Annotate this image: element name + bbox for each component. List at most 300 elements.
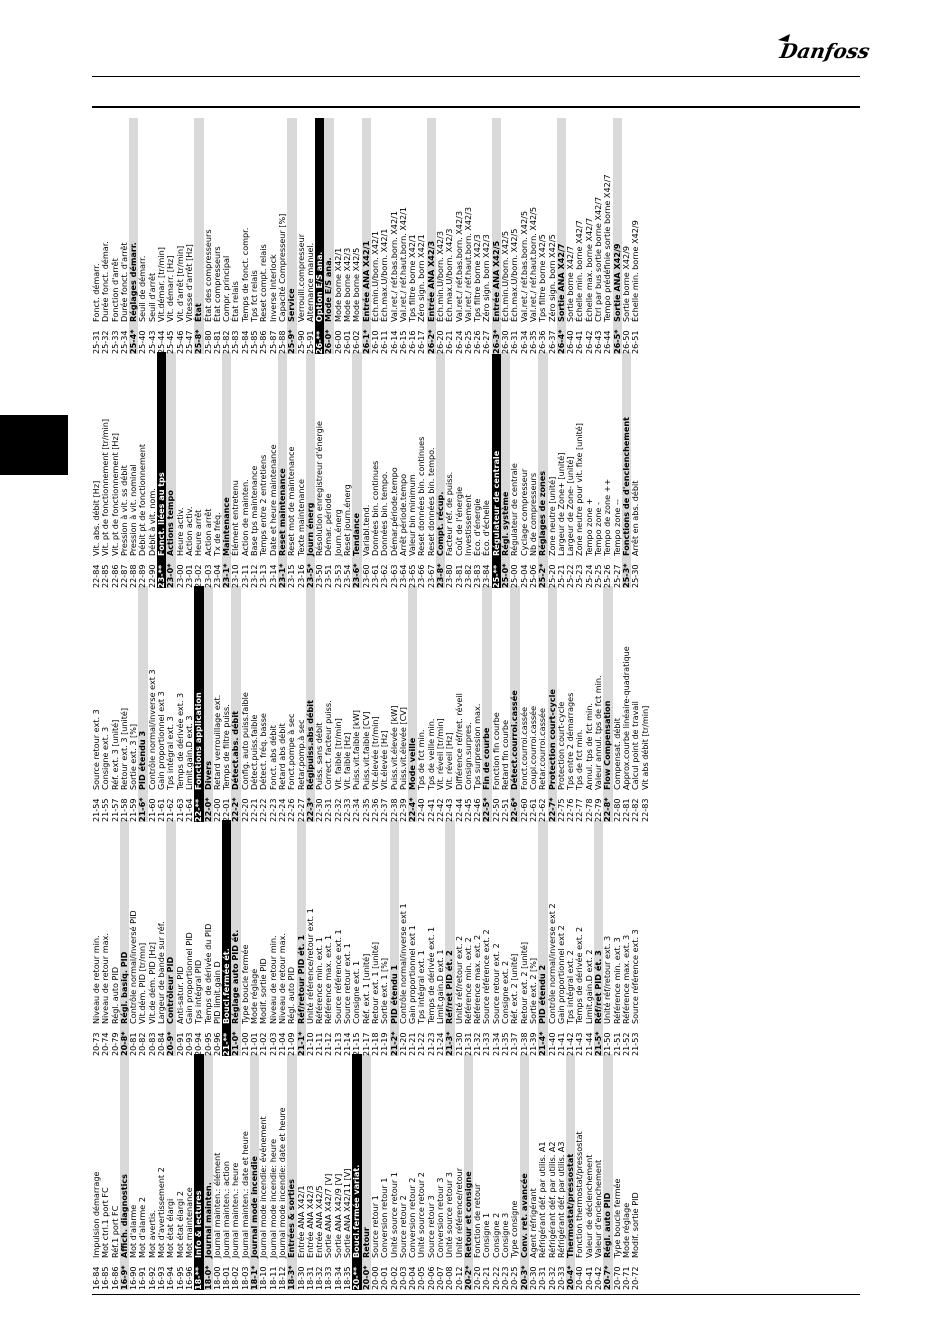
parameter-number: 26-1* xyxy=(360,329,371,354)
parameter-number: 23-10 xyxy=(230,564,241,588)
parameter-number: 23-13 xyxy=(258,564,269,588)
parameter-label: Date et heure maintenance xyxy=(267,444,278,556)
parameter-number: 21-6* xyxy=(137,797,148,822)
parameter-number: 21-39 xyxy=(527,1032,538,1056)
parameter-label: Service xyxy=(286,288,297,322)
parameter-number: 21-23 xyxy=(425,1032,436,1056)
parameter-column-5 xyxy=(92,118,860,354)
parameter-number: 20-4* xyxy=(565,1265,576,1290)
parameter-label: Retour ext. 3 [unité] xyxy=(118,707,129,790)
parameter-number: 23-03 xyxy=(202,564,213,588)
parameter-number: 26-35 xyxy=(527,330,538,354)
parameter-number: 22-43 xyxy=(444,798,455,822)
parameter-label: Sortie ANA X42/7 [V] xyxy=(323,1173,334,1258)
parameter-label: Zéro sign. born X42/1 xyxy=(416,234,427,322)
chapter-tab xyxy=(0,415,68,475)
parameter-label: Val.ret./ réf.bas.born. X42/5 xyxy=(518,211,529,322)
parameter-label: Config. auto puiss.faible xyxy=(239,692,250,790)
parameter-label: Vit.élevée [Hz] xyxy=(379,730,390,790)
parameter-number: 21-30 xyxy=(453,1032,464,1056)
parameter-label: Référence max. ext. 1 xyxy=(323,934,334,1024)
parameter-label: Vit.élevée [tr/min] xyxy=(369,716,380,790)
parameter-number: 25-47 xyxy=(183,330,194,354)
parameter-number: 21-01 xyxy=(249,1032,260,1056)
parameter-label: Vit. pt de fonctionnement [tr/min] xyxy=(100,418,111,556)
parameter-number: 21-50 xyxy=(602,1032,613,1056)
parameter-number: 23-8* xyxy=(434,563,445,588)
parameter-number: 23-1* xyxy=(276,563,287,588)
parameter-label: Unité source retour 3 xyxy=(444,1172,455,1258)
parameter-number: 22-8* xyxy=(602,797,613,822)
parameter-number: 18-33 xyxy=(323,1266,334,1290)
parameter-number: 22-76 xyxy=(565,798,576,822)
parameter-number: 21-22 xyxy=(416,1032,427,1056)
parameter-label: Valeur d'enclenchement xyxy=(593,1159,604,1258)
parameter-label: Type consigne xyxy=(509,1200,520,1258)
parameter-label: Affich. diagnostics xyxy=(118,1174,129,1258)
parameter-number: 22-01 xyxy=(221,798,232,822)
parameter-number: 26-51 xyxy=(630,330,641,354)
parameter-number: 23-0* xyxy=(165,563,176,588)
parameter-label: Journal mode incendie: événement xyxy=(258,1116,269,1258)
parameter-label: Largeur de Zone+ [unité] xyxy=(555,452,566,556)
parameter-number: 22-51 xyxy=(500,798,511,822)
parameter-label: Conversion retour 2 xyxy=(407,1177,418,1258)
parameter-number: 20-30 xyxy=(527,1266,538,1290)
parameter-number: 21-52 xyxy=(620,1032,631,1056)
parameter-label: Vit.de dém. PID [Hz] xyxy=(146,942,157,1024)
parameter-number: 23-01 xyxy=(183,564,194,588)
parameter-label: Source retour 3 xyxy=(425,1195,436,1258)
parameter-number: 25-84 xyxy=(239,330,250,354)
parameter-number: 26-00 xyxy=(332,330,343,354)
parameter-number: 23-65 xyxy=(407,564,418,588)
parameter-label: Compt. récup. xyxy=(434,491,445,556)
parameter-number: 22-30 xyxy=(314,798,325,822)
parameter-label: Tps intégral ext. 1 xyxy=(416,950,427,1024)
parameter-label: Mot maintenance xyxy=(183,1187,194,1258)
parameter-number: 26-25 xyxy=(462,330,473,354)
parameter-number: 22-36 xyxy=(369,798,380,822)
parameter-number: 21-09 xyxy=(286,1032,297,1056)
parameter-label: Mode veille xyxy=(407,737,418,790)
parameter-label: Facteur réf. de puiss. xyxy=(444,471,455,556)
parameter-label: Mot état élargi 2 xyxy=(174,1190,185,1258)
parameter-number: 23-16 xyxy=(295,564,306,588)
parameter-number: 16-91 xyxy=(137,1266,148,1290)
parameter-label: Capacité Compresseur [%] xyxy=(276,213,287,322)
parameter-column-1 xyxy=(92,1054,860,1290)
parameter-label: Retour et consigne xyxy=(462,1171,473,1258)
parameter-number: 26-31 xyxy=(509,330,520,354)
parameter-label: Actions tempo xyxy=(165,490,176,556)
parameter-label: Zéro sign. born X42/5 xyxy=(546,234,557,322)
parameter-label: Gain proportionnel ext 3 xyxy=(156,691,167,790)
parameter-label: Contrôle normal/inverse ext 2 xyxy=(546,903,557,1024)
parameter-number: 23-83 xyxy=(472,564,483,588)
parameter-number: 21-18 xyxy=(369,1032,380,1056)
parameter-label: Nb de compresseurs xyxy=(527,472,538,556)
parameter-label: Puiss.vit.élevée [kW] xyxy=(388,705,399,790)
parameter-label: Source retour ext. 1 xyxy=(342,943,353,1024)
parameter-number: 21-0* xyxy=(230,1031,241,1056)
parameter-label: Réf/ret PID ét. 3 xyxy=(593,950,604,1024)
parameter-label: Approx.courbe linéaire-quadratique xyxy=(620,646,631,790)
parameter-number: 20-04 xyxy=(407,1266,418,1290)
parameter-label: Réfrigérant déf. par utilis. A3 xyxy=(555,1141,566,1258)
parameter-number: 22-6* xyxy=(509,797,520,822)
parameter-number: 21-51 xyxy=(611,1032,622,1056)
parameter-number: 25-** xyxy=(490,564,501,588)
parameter-label: Tps intégral ext. 3 xyxy=(165,716,176,790)
parameter-label: Val.ret./ réf.bas.born. X42/3 xyxy=(453,211,464,322)
parameter-label: Échelle min. borne X42/9 xyxy=(630,220,641,322)
parameter-number: 23-1* xyxy=(221,563,232,588)
parameter-label: Journal mode incendie: date et heure xyxy=(276,1107,287,1258)
parameter-number: 25-91 xyxy=(304,330,315,354)
parameter-label: Réfrigérant déf. par utilis. A1 xyxy=(537,1141,548,1258)
parameter-number: 20-7* xyxy=(602,1265,613,1290)
parameter-label: Journ énerg xyxy=(304,502,315,556)
parameter-label: Réglage auto PID ét. xyxy=(230,929,241,1024)
parameter-label: Démar.période.tempo xyxy=(388,467,399,556)
parameter-label: Puiss. sans débit xyxy=(314,722,325,790)
parameter-number: 20-00 xyxy=(369,1266,380,1290)
parameter-label: Reset données bin. tempo. xyxy=(425,447,436,556)
parameter-label: Fonct.pompe à sec xyxy=(286,713,297,790)
parameter-number: 21-20 xyxy=(397,1032,408,1056)
parameter-number: 22-61 xyxy=(527,798,538,822)
parameter-number: 21-59 xyxy=(128,798,139,822)
parameter-label: Unité référence/retour xyxy=(453,1167,464,1258)
parameter-label: Réglages de zones xyxy=(537,470,548,556)
parameter-label: Temps de dérivée ext. 3 xyxy=(174,692,185,790)
parameter-number: 22-39 xyxy=(397,798,408,822)
parameter-number: 22-75 xyxy=(555,798,566,822)
parameter-label: Tendance xyxy=(351,512,362,556)
parameter-label: Coût de l'énergie xyxy=(453,486,464,556)
parameter-number: 26-15 xyxy=(397,330,408,354)
parameter-number: 20-3* xyxy=(518,1265,529,1290)
parameter-number: 22-45 xyxy=(462,798,473,822)
parameter-number: 25-2* xyxy=(537,563,548,588)
parameter-number: 20-21 xyxy=(481,1266,492,1290)
parameter-label: Contrôle normal/inverse ext 3 xyxy=(146,669,157,790)
parameter-label: Consign.surpres. xyxy=(462,722,473,790)
parameter-label: Impulsion démarrage xyxy=(91,1171,101,1258)
parameter-label: Consigne ext. 2 xyxy=(500,960,511,1024)
parameter-number: 22-44 xyxy=(453,798,464,822)
parameter-label: Zone neutre [unité] xyxy=(546,476,557,556)
parameter-label: Élément entretenu xyxy=(230,480,241,556)
parameter-number: 18-11 xyxy=(267,1266,278,1290)
parameter-number: 20-95 xyxy=(202,1032,213,1056)
parameter-number: 22-22 xyxy=(258,798,269,822)
parameter-label: Pression à vit. nominal xyxy=(128,464,139,556)
parameter-number: 25-34 xyxy=(118,330,129,354)
parameter-number: 26-42 xyxy=(583,330,594,354)
parameter-label: Mode borne X42/1 xyxy=(332,247,343,322)
parameter-label: PID étendu 2 xyxy=(537,964,548,1024)
parameter-label: Val.ret./ réf.haut.born. X42/1 xyxy=(397,206,408,322)
parameter-label: Consigne ext. 3 xyxy=(100,726,111,790)
parameter-label: Réf/retour PID ét. 1 xyxy=(295,934,306,1024)
parameter-number: 23-80 xyxy=(444,564,455,588)
parameter-label: Fonctions application xyxy=(193,692,204,790)
parameter-number: 23-61 xyxy=(369,564,380,588)
parameter-label: État xyxy=(193,303,204,322)
parameter-label: Niveau de retour min. xyxy=(267,935,278,1024)
parameter-label: Sortie borne X42/7 xyxy=(565,245,576,322)
parameter-label: Durée fonct. d'arrêt xyxy=(118,242,129,322)
parameter-number: 25-4* xyxy=(128,329,139,354)
parameter-label: Journ.énerg xyxy=(332,509,343,556)
parameter-label: Flow Compensation xyxy=(602,700,613,790)
parameter-label: Éch.max.U/born. X42/5 xyxy=(509,228,520,322)
parameter-number: 20-** xyxy=(351,1266,362,1290)
parameter-label: Largeur de Zone- [unité] xyxy=(565,456,576,556)
parameter-number: 26-20 xyxy=(434,330,445,354)
parameter-label: Sortie ANA X42/11 [V] xyxy=(342,1168,353,1258)
parameter-label: Verrouill.compresseur xyxy=(295,233,306,322)
parameter-label: Référence max. ext. 2 xyxy=(472,934,483,1024)
parameter-number: 22-89 xyxy=(137,564,148,588)
parameter-label: Option E/S ana. xyxy=(314,251,325,322)
parameter-number: 22-38 xyxy=(388,798,399,822)
parameter-label: Source référence ext. 2 xyxy=(481,929,492,1024)
parameter-number: 20-2* xyxy=(462,1265,473,1290)
parameter-label: Journal mainten.: action xyxy=(221,1161,232,1258)
parameter-number: 21-37 xyxy=(509,1032,520,1056)
parameter-label: PID étendu 3 xyxy=(137,730,148,790)
parameter-label: Action activ. xyxy=(183,506,194,556)
parameter-label: État des compresseurs xyxy=(202,229,213,322)
parameter-number: 21-5* xyxy=(593,1031,604,1056)
parameter-label: Mode réglage xyxy=(620,1202,631,1258)
parameter-label: Vit. faible [tr/min] xyxy=(332,718,343,790)
parameter-label: Fonct. liées au tps xyxy=(156,472,167,556)
parameter-label: Valeur bin minimum xyxy=(407,474,418,556)
parameter-number: 20-79 xyxy=(109,1032,120,1056)
parameter-label: Fonction de retour xyxy=(472,1183,483,1258)
parameter-number: 20-25 xyxy=(509,1266,520,1290)
parameter-number: 23-63 xyxy=(388,564,399,588)
parameter-label: Ctrl par bus sortie borne X42/7 xyxy=(593,196,604,322)
parameter-number: 23-15 xyxy=(286,564,297,588)
parameter-number: 20-81 xyxy=(128,1032,139,1056)
parameter-label: Entrée ANA X42/3 xyxy=(425,240,436,322)
parameter-label: Contrôle normal/inverse ext 1 xyxy=(397,903,408,1024)
parameter-label: Consigne 2 xyxy=(490,1212,501,1258)
parameter-label: Val.ret./ réf.bas.born. X42/1 xyxy=(388,211,399,322)
parameter-label: Calcul point de travail xyxy=(630,701,641,790)
parameter-number: 25-80 xyxy=(202,330,213,354)
parameter-number: 26-11 xyxy=(379,330,390,354)
parameter-number: 23-62 xyxy=(379,564,390,588)
parameter-number: 21-40 xyxy=(546,1032,557,1056)
parameter-label: Seuil d'arrêt xyxy=(146,272,157,322)
parameter-number: 22-81 xyxy=(620,798,631,822)
parameter-label: Compensat. débit xyxy=(611,718,622,790)
parameter-number: 21-44 xyxy=(583,1032,594,1056)
parameter-number: 23-5* xyxy=(304,563,315,588)
parameter-number: 20-33 xyxy=(555,1266,566,1290)
parameter-number: 22-7* xyxy=(546,797,557,822)
parameter-number: 20-23 xyxy=(500,1266,511,1290)
parameter-label: Mode E/S ana. xyxy=(323,257,334,322)
parameter-number: 25-86 xyxy=(258,330,269,354)
parameter-number: 21-38 xyxy=(518,1032,529,1056)
parameter-number: 20-91 xyxy=(174,1032,185,1056)
parameter-label: Tps filtre borne X42/5 xyxy=(537,234,548,322)
parameter-number: 26-3* xyxy=(490,329,501,354)
parameter-number: 18-00 xyxy=(211,1266,222,1290)
parameter-label: Réf. ext. 3 [unité] xyxy=(109,719,120,790)
parameter-label: Réglpuiss.abs débit xyxy=(304,700,315,790)
parameter-number: 22-23 xyxy=(267,798,278,822)
parameter-number: 22-24 xyxy=(276,798,287,822)
parameter-label: Valeur de déclenchement xyxy=(583,1154,594,1258)
parameter-list xyxy=(92,120,860,1290)
parameter-label: Régulateur de centrale xyxy=(509,463,520,556)
parameter-label: Consigne 3 xyxy=(500,1212,511,1258)
parameter-number: 22-00 xyxy=(211,798,222,822)
parameter-number: 26-37 xyxy=(546,330,557,354)
parameter-label: Tps intégral PID xyxy=(193,959,204,1024)
parameter-label: Sortie ext. 3 [%] xyxy=(128,723,139,790)
parameter-number: 23-60 xyxy=(360,564,371,588)
parameter-number: 23-51 xyxy=(323,564,334,588)
parameter-label: Gain proportionnel PID xyxy=(183,932,194,1024)
parameter-label: Fonction thermostat/pressostat xyxy=(574,1131,585,1258)
parameter-number: 20-9* xyxy=(165,1031,176,1056)
parameter-number: 25-22 xyxy=(565,564,576,588)
parameter-label: Gain proportionnel ext 2 xyxy=(555,925,566,1024)
parameter-number: 18-1* xyxy=(249,1265,260,1290)
parameter-number: 21-02 xyxy=(258,1032,269,1056)
parameter-row xyxy=(631,1054,640,1290)
parameter-label: Valeur annul. tps de fct min. xyxy=(593,675,604,790)
parameter-label: Référence min. ext. 3 xyxy=(611,937,622,1024)
parameter-number: 20-32 xyxy=(546,1266,557,1290)
parameter-number: 21-11 xyxy=(314,1032,325,1056)
parameter-number: 25-40 xyxy=(137,330,148,354)
parameter-number: 21-60 xyxy=(146,798,157,822)
parameter-number: 25-00 xyxy=(509,564,520,588)
parameter-label: Largeur de bande sur réf. xyxy=(156,921,167,1024)
parameter-number: 21-17 xyxy=(360,1032,371,1056)
parameter-number: 22-88 xyxy=(128,564,139,588)
parameter-label: Maintenance xyxy=(221,497,232,556)
parameter-label: État compresseurs xyxy=(211,246,222,322)
parameter-number: 22-20 xyxy=(239,798,250,822)
parameter-number: 25-9* xyxy=(286,329,297,354)
parameter-number: 16-84 xyxy=(91,1266,101,1290)
parameter-label: Tempo de zone ++ xyxy=(602,478,613,556)
parameter-label: Modif. sortie PID xyxy=(258,958,269,1024)
parameter-label: Reset maintenance xyxy=(276,468,287,556)
parameter-label: Info & lectures xyxy=(193,1190,204,1258)
parameter-label: Consigne ext. 1 xyxy=(351,960,362,1024)
parameter-label: Sortie ext. 1 [%] xyxy=(379,957,390,1024)
parameter-number: 23-6* xyxy=(351,563,362,588)
parameter-label: Tps surpression max. xyxy=(472,703,483,790)
svg-text:Danfoss: Danfoss xyxy=(778,39,872,63)
header-top-rule xyxy=(92,76,860,77)
parameter-number: 22-26 xyxy=(286,798,297,822)
parameter-number: 20-03 xyxy=(397,1266,408,1290)
parameter-number: 22-77 xyxy=(574,798,585,822)
parameter-label: Fonct.courroi.cassée xyxy=(518,706,529,790)
parameter-label: Régl. auto PID xyxy=(286,966,297,1024)
parameter-number: 18-03 xyxy=(239,1266,250,1290)
parameter-number: 18-** xyxy=(193,1266,204,1290)
parameter-number: 25-33 xyxy=(109,330,120,354)
parameter-label: Données bin. tempo. xyxy=(379,471,390,556)
parameter-label: Journal mainten. xyxy=(202,1182,213,1258)
parameter-label: Boucl.fermée variat. xyxy=(351,1164,362,1258)
parameter-label: Mot d'alarme xyxy=(128,1204,139,1258)
parameter-number: 25-04 xyxy=(518,564,529,588)
parameter-number: 21-04 xyxy=(276,1032,287,1056)
parameter-row xyxy=(631,118,640,354)
parameter-number: 16-86 xyxy=(109,1266,120,1290)
parameter-label: Protection court-cycle xyxy=(546,689,557,790)
parameter-label: Correct. facteur puiss. xyxy=(323,700,334,790)
parameter-number: 20-71 xyxy=(620,1266,631,1290)
parameter-number: 26-01 xyxy=(342,330,353,354)
parameter-number: 20-0* xyxy=(360,1265,371,1290)
parameter-number: 22-84 xyxy=(91,564,101,588)
parameter-label: Tps fct relais xyxy=(249,270,260,322)
parameter-number: 23-64 xyxy=(397,564,408,588)
parameter-number: 20-31 xyxy=(537,1266,548,1290)
parameter-number: 18-32 xyxy=(314,1266,325,1290)
parameter-number: 21-19 xyxy=(379,1032,390,1056)
parameter-label: Gain proportionnel ext 1 xyxy=(407,925,418,1024)
parameter-label: Compr. principal xyxy=(221,255,232,322)
parameter-label: Seuil de démarr. xyxy=(137,255,148,322)
parameter-number: 26-5* xyxy=(611,329,622,354)
parameter-number: 16-96 xyxy=(183,1266,194,1290)
parameter-label: Vit. faible [Hz] xyxy=(342,732,353,790)
parameter-label: Source retour ext. 2 xyxy=(490,943,501,1024)
parameter-number: 21-34 xyxy=(490,1032,501,1056)
parameter-label: Source référence ext. 3 xyxy=(630,929,641,1024)
parameter-label: Fonct. démarr. xyxy=(91,263,101,322)
parameter-number: 21-42 xyxy=(565,1032,576,1056)
parameter-label: Arrêt période.tempo xyxy=(397,473,408,556)
parameter-label: Vitesse d'arrêt [Hz] xyxy=(183,244,194,322)
parameter-label: Réf. ext. 1 [unité] xyxy=(360,953,371,1024)
parameter-number: 23-02 xyxy=(193,564,204,588)
parameter-label: Régl. auto PID xyxy=(602,1192,613,1258)
parameter-number: 26-40 xyxy=(565,330,576,354)
parameter-label: Arrêt en abs. débit xyxy=(630,480,641,556)
parameter-number: 26-0* xyxy=(323,329,334,354)
parameter-number: 22-5* xyxy=(481,797,492,822)
parameter-number: 21-54 xyxy=(91,798,101,822)
parameter-label: Temps de dérivée ext. 1 xyxy=(425,926,436,1024)
parameter-number: 18-10 xyxy=(258,1266,269,1290)
parameter-number: 20-74 xyxy=(100,1032,111,1056)
parameter-label: Niveau de retour max. xyxy=(100,933,111,1024)
parameter-label: Tempo zone + xyxy=(583,498,594,556)
parameter-number: 22-83 xyxy=(639,798,650,822)
parameter-label: Mode borne X42/3 xyxy=(342,247,353,322)
parameter-label: Vit. abs. débit [Hz] xyxy=(91,480,101,556)
parameter-label: Mode réglage xyxy=(249,968,260,1024)
